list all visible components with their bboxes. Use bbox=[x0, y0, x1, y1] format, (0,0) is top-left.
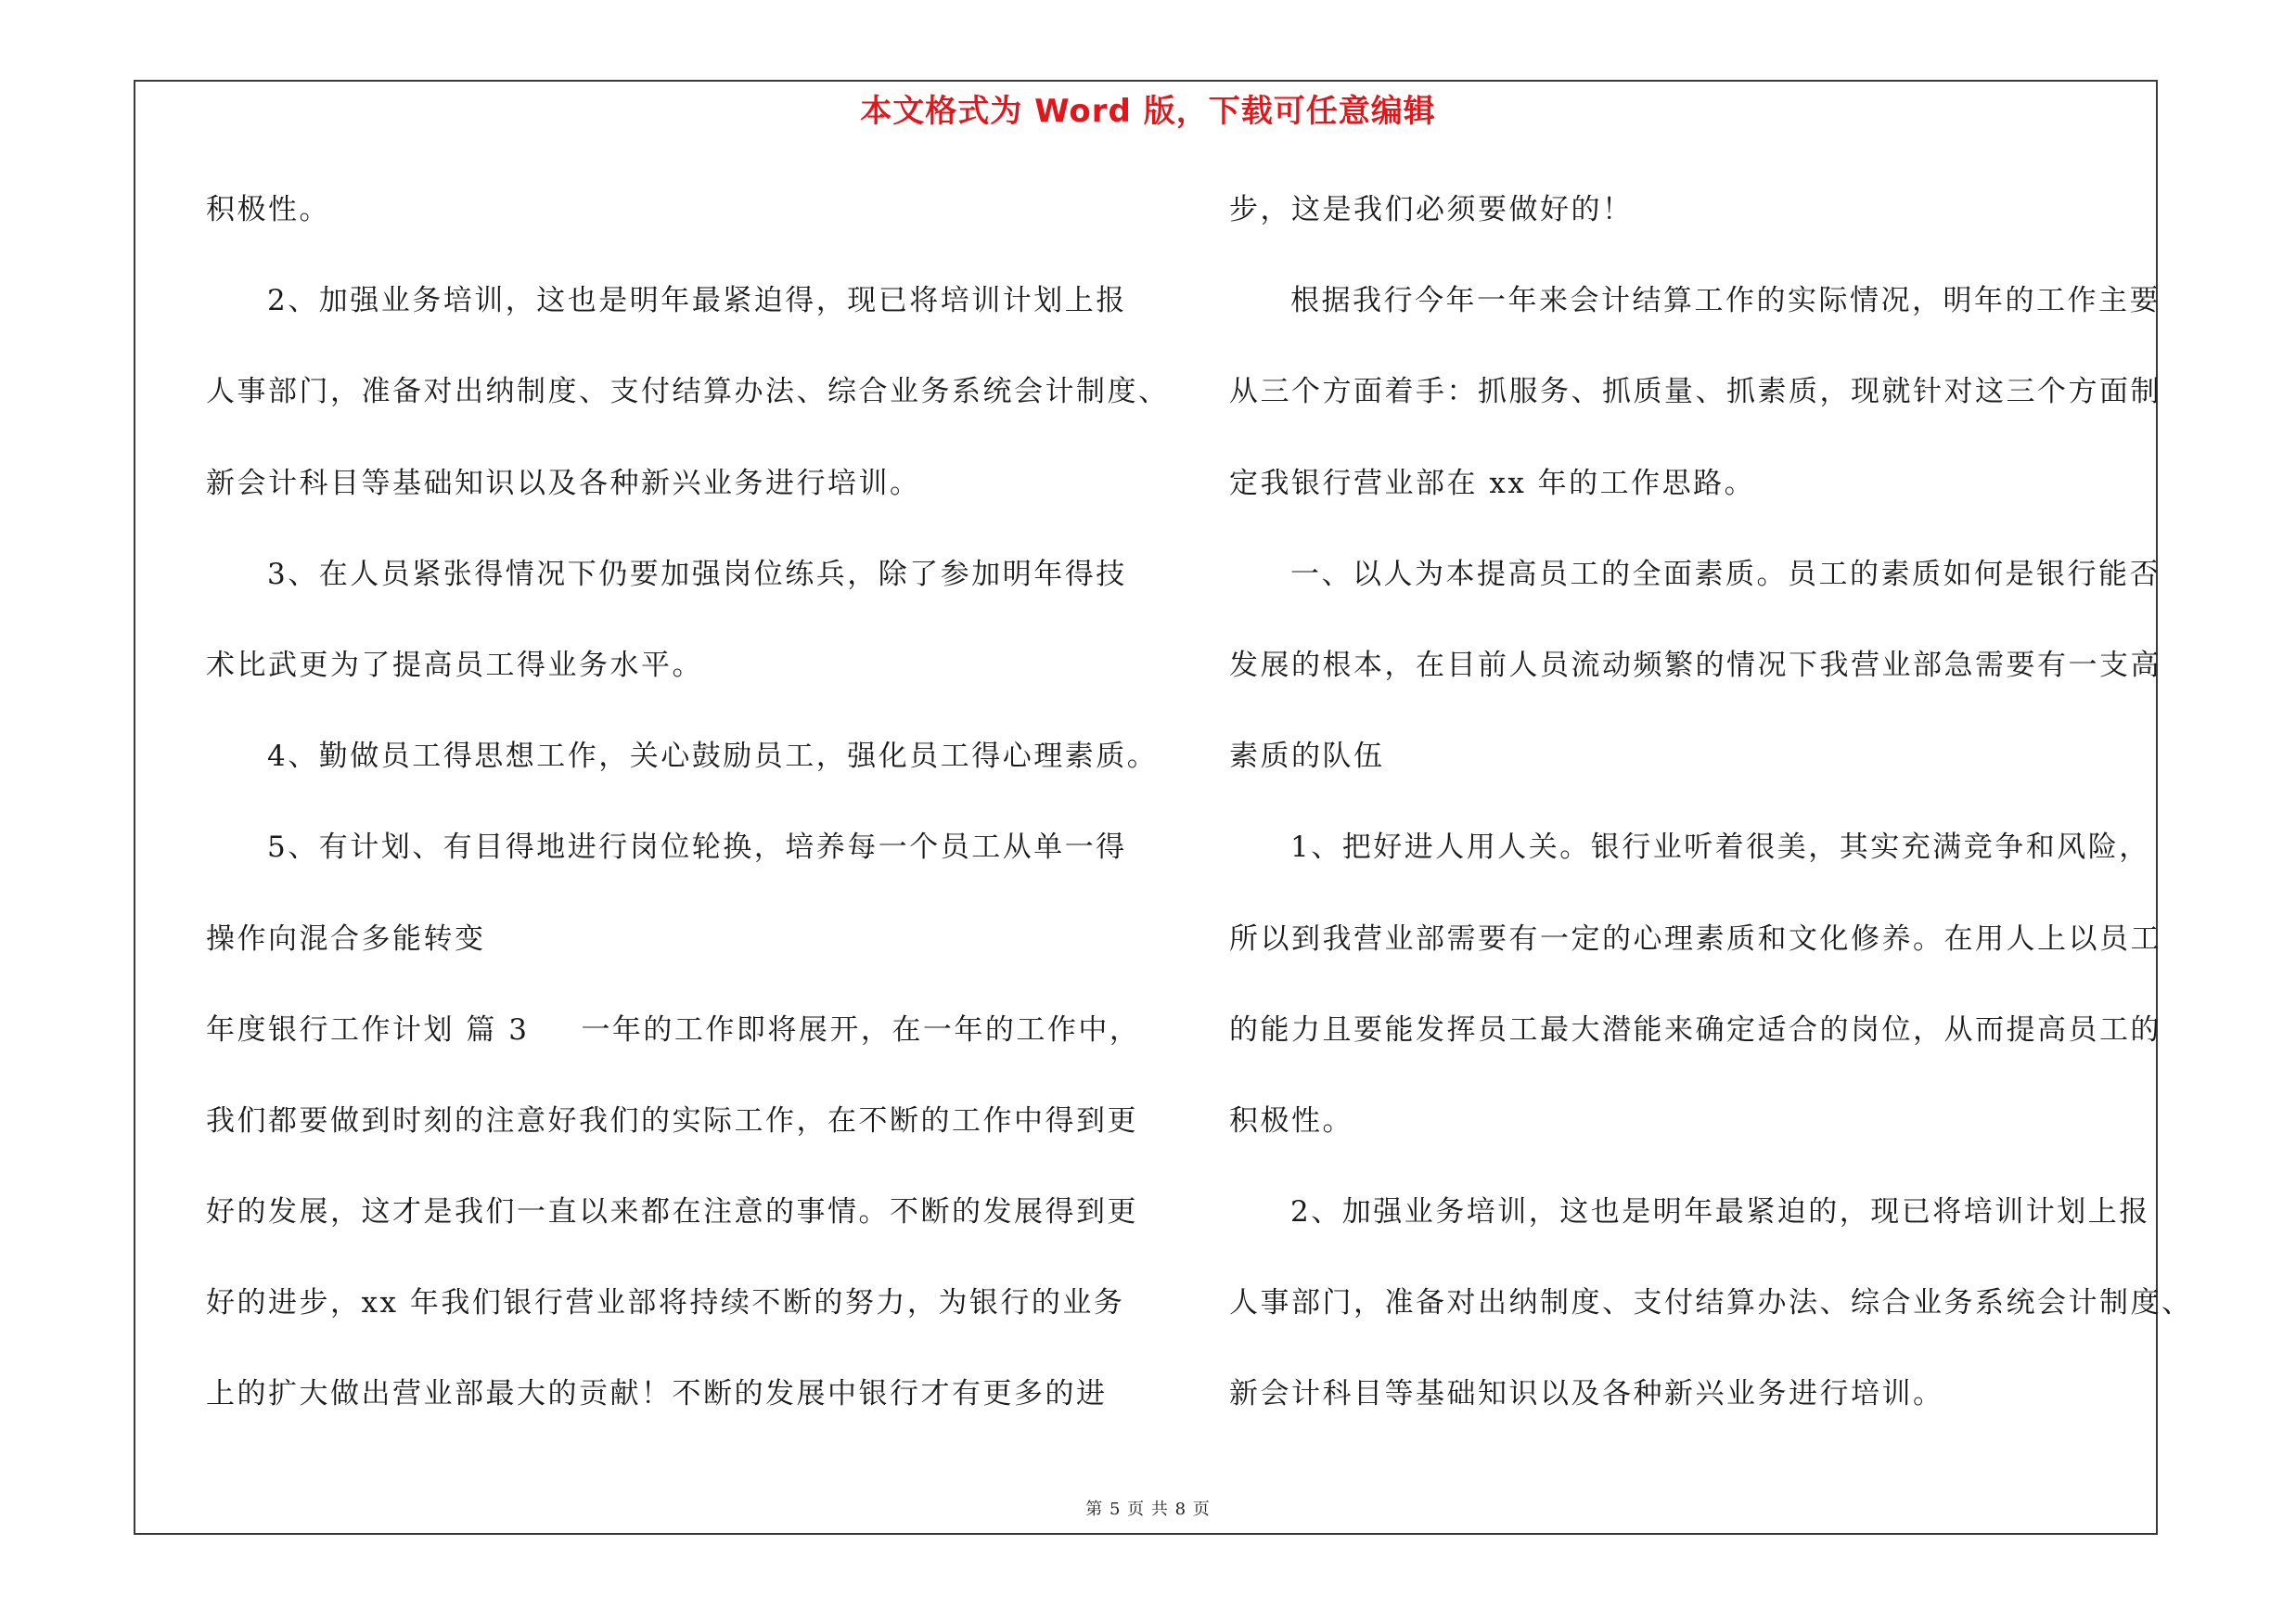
section-heading-rest: 一年的工作即将展开，在一年的工作中， bbox=[581, 1012, 1141, 1047]
text-line: 积极性。 bbox=[1229, 1103, 1353, 1138]
text-line: 素质的队伍 bbox=[1229, 740, 1385, 774]
text-line: 好的发展，这才是我们一直以来都在注意的事情。不断的发展得到更 bbox=[206, 1195, 1138, 1230]
text-line: 术比武更为了提高员工得业务水平。 bbox=[206, 648, 703, 682]
text-line: 定我银行营业部在 xx 年的工作思路。 bbox=[1229, 466, 1756, 500]
text-line: 一、以人为本提高员工的全面素质。员工的素质如何是银行能否 bbox=[1290, 557, 2161, 591]
text-line: 发展的根本，在目前人员流动频繁的情况下我营业部急需要有一支高 bbox=[1229, 648, 2161, 682]
text-line: 新会计科目等基础知识以及各种新兴业务进行培训。 bbox=[206, 466, 921, 500]
text-line: 所以到我营业部需要有一定的心理素质和文化修养。在用人上以员工 bbox=[1229, 921, 2161, 956]
text-line: 上的扩大做出营业部最大的贡献！不断的发展中银行才有更多的进 bbox=[206, 1377, 1108, 1411]
text-line: 好的进步，xx 年我们银行营业部将持续不断的努力，为银行的业务 bbox=[206, 1286, 1125, 1320]
format-banner: 本文格式为 Word 版，下载可任意编辑 bbox=[860, 93, 1436, 130]
section-heading-line bbox=[206, 1004, 1152, 1095]
text-line: 积极性。 bbox=[206, 193, 330, 226]
text-line: 2、加强业务培训，这也是明年最紧迫得，现已将培训计划上报 bbox=[267, 284, 1127, 318]
text-line: 3、在人员紧张得情况下仍要加强岗位练兵，除了参加明年得技 bbox=[267, 557, 1127, 591]
text-line: 步，这是我们必须要做好的！ bbox=[1229, 193, 1634, 226]
text-line: 4、勤做员工得思想工作，关心鼓励员工，强化员工得心理素质。 bbox=[267, 740, 1159, 774]
text-line: 2、加强业务培训，这也是明年最紧迫的，现已将培训计划上报 bbox=[1290, 1195, 2150, 1230]
text-line: 5、有计划、有目得地进行岗位轮换，培养每一个员工从单一得 bbox=[267, 831, 1127, 865]
text-line: 从三个方面着手：抓服务、抓质量、抓素质，现就针对这三个方面制 bbox=[1229, 375, 2161, 409]
text-line: 人事部门，准备对出纳制度、支付结算办法、综合业务系统会计制度、 bbox=[206, 375, 1170, 409]
text-line: 操作向混合多能转变 bbox=[206, 921, 486, 956]
section-heading-title: 年度银行工作计划 篇 3 bbox=[206, 1012, 530, 1047]
right-column bbox=[1229, 184, 2193, 1460]
text-line: 新会计科目等基础知识以及各种新兴业务进行培训。 bbox=[1229, 1377, 1944, 1411]
text-line: 人事部门，准备对出纳制度、支付结算办法、综合业务系统会计制度、 bbox=[1229, 1286, 2193, 1320]
text-line: 根据我行今年一年来会计结算工作的实际情况，明年的工作主要 bbox=[1290, 284, 2161, 318]
text-line: 1、把好进人用人关。银行业听着很美，其实充满竞争和风险， bbox=[1290, 831, 2150, 865]
text-line: 的能力且要能发挥员工最大潜能来确定适合的岗位，从而提高员工的 bbox=[1229, 1012, 2161, 1047]
left-column bbox=[206, 184, 1170, 1460]
text-line: 我们都要做到时刻的注意好我们的实际工作，在不断的工作中得到更 bbox=[206, 1103, 1138, 1138]
page-number-footer: 第 5 页 共 8 页 bbox=[1085, 1500, 1211, 1519]
